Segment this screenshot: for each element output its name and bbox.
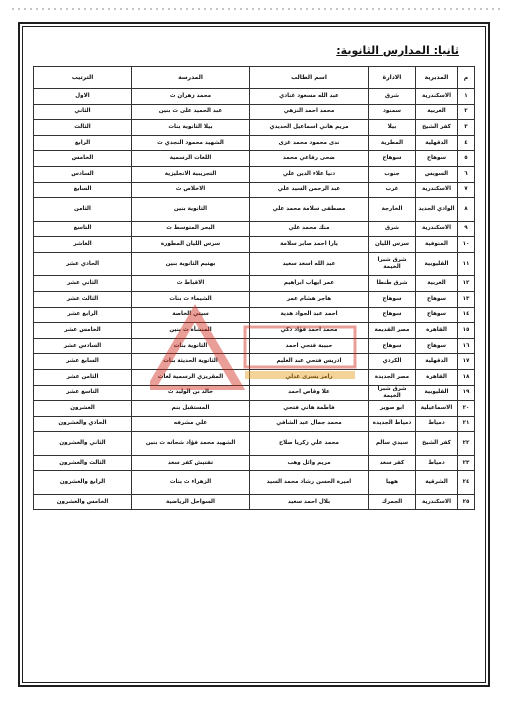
cell-administration: دمياط الجديدة <box>369 416 416 432</box>
cell-school: سرس الليان المطورة <box>132 237 250 253</box>
cell-administration: ههيا <box>369 471 416 495</box>
cell-administration: شرق <box>369 221 416 237</box>
cell-administration: سمنود <box>369 104 416 120</box>
cell-num: ١٢ <box>458 276 475 292</box>
cell-student: محمد علي زكريا صلاح <box>250 432 369 456</box>
header-student: اسم الطالب <box>250 67 369 89</box>
cell-school: الشهيد محمد فؤاد شحاته ث بنين <box>132 432 250 456</box>
cell-directorate: سوهاج <box>416 291 458 307</box>
cell-student: عبد الله مسعود غنادي <box>250 89 369 105</box>
cell-num: ٢٠ <box>458 401 475 417</box>
table-row <box>34 89 475 105</box>
cell-rank: الثاني عشر <box>34 276 132 292</box>
cell-student: فاطمة هاني فتحي <box>250 401 369 417</box>
cell-directorate: دمياط <box>416 416 458 432</box>
header-administration: الادارة <box>369 67 416 89</box>
cell-school: الشهيد محمود النجدي ث <box>132 135 250 151</box>
table-row <box>34 338 475 354</box>
cell-num: ١٥ <box>458 323 475 339</box>
cell-directorate: سوهاج <box>416 151 458 167</box>
cell-school: الثانوية الحديثة بنات <box>132 354 250 370</box>
cell-rank: السابع عشر <box>34 354 132 370</box>
cell-administration: سوهاج <box>369 291 416 307</box>
secondary-schools-table <box>33 66 475 510</box>
cell-school: خالد بن الوليد ث <box>132 385 250 401</box>
table-row <box>34 104 475 120</box>
cell-directorate: الشرقية <box>416 471 458 495</box>
cell-directorate: القليوبية <box>416 385 458 401</box>
table-row <box>34 432 475 456</box>
cell-num: ٣ <box>458 120 475 136</box>
cell-school: تفتيش كفر سعد <box>132 455 250 471</box>
cell-administration: المطرية <box>369 135 416 151</box>
cell-administration: سوهاج <box>369 307 416 323</box>
cell-directorate: الدقهلية <box>416 135 458 151</box>
cell-school: اللغات الرسمية <box>132 151 250 167</box>
table-row <box>34 276 475 292</box>
cell-administration: شرق شبرا الخيمة <box>369 252 416 276</box>
cell-administration: شرق طنطا <box>369 276 416 292</box>
cell-rank: الاول <box>34 89 132 105</box>
cell-student: علا وقاص احمد <box>250 385 369 401</box>
cell-school: المستقبل بنم <box>132 401 250 417</box>
cell-administration: سوهاج <box>369 151 416 167</box>
cell-rank: التاسع عشر <box>34 385 132 401</box>
cell-student: مصطفى سلامة محمد علي <box>250 198 369 222</box>
cell-rank: السادس <box>34 166 132 182</box>
cell-administration: الخارجة <box>369 198 416 222</box>
cell-student: عبد الله اسعد سعيد <box>250 252 369 276</box>
cell-directorate: سوهاج <box>416 338 458 354</box>
table-row <box>34 221 475 237</box>
cell-num: ٢٥ <box>458 494 475 510</box>
cell-directorate: السويس <box>416 166 458 182</box>
cell-rank: الخامس <box>34 151 132 167</box>
table-row <box>34 166 475 182</box>
cell-rank: الثاني والعشرون <box>34 432 132 456</box>
cell-directorate: الغربية <box>416 104 458 120</box>
cell-directorate: القاهرة <box>416 323 458 339</box>
cell-rank: الثالث <box>34 120 132 136</box>
table-row <box>34 252 475 276</box>
cell-administration: الكردي <box>369 354 416 370</box>
cell-num: ٢٤ <box>458 471 475 495</box>
cell-student: منك محمد علي <box>250 221 369 237</box>
table-header-row <box>34 67 475 89</box>
cell-administration: مصر الجديدة <box>369 369 416 385</box>
cell-num: ١٣ <box>458 291 475 307</box>
cell-directorate: الاسماعيلية <box>416 401 458 417</box>
cell-student: احمد عبد الجواد هدية <box>250 307 369 323</box>
cell-student: ضحى رفاعي محمد <box>250 151 369 167</box>
cell-administration: غرب <box>369 182 416 198</box>
cell-num: ٢٣ <box>458 455 475 471</box>
cell-num: ٦ <box>458 166 475 182</box>
cell-directorate: المنوفية <box>416 237 458 253</box>
cell-school: الشيماء ث بنات <box>132 291 250 307</box>
cell-directorate: الاسكندرية <box>416 221 458 237</box>
cell-directorate: الدقهلية <box>416 354 458 370</box>
cell-num: ١٦ <box>458 338 475 354</box>
cell-student: عمر ايهاب ابراهيم <box>250 276 369 292</box>
cell-directorate: كفر الشيخ <box>416 432 458 456</box>
cell-rank: الثاني <box>34 104 132 120</box>
cell-administration: ابو صوير <box>369 401 416 417</box>
cell-num: ١٩ <box>458 385 475 401</box>
cell-num: ١٧ <box>458 354 475 370</box>
table-row <box>34 354 475 370</box>
cell-student: هاجر هشام عمر <box>250 291 369 307</box>
cell-directorate: الاسكندرية <box>416 182 458 198</box>
cell-school: الزهراء ث بنات <box>132 471 250 495</box>
table-row <box>34 494 475 510</box>
cell-student: دنيا علاء الدين علي <box>250 166 369 182</box>
cell-rank: الثامن عشر <box>34 369 132 385</box>
cell-administration: جنوب <box>369 166 416 182</box>
header-school: المدرسة <box>132 67 250 89</box>
cell-school: الثانوية بنين <box>132 198 250 222</box>
table-row <box>34 471 475 495</box>
cell-num: ٤ <box>458 135 475 151</box>
cell-num: ٧ <box>458 182 475 198</box>
cell-student: محمد احمد فؤاد ذكي <box>250 323 369 339</box>
cell-school: السواحل الرياضية <box>132 494 250 510</box>
table-row <box>34 198 475 222</box>
cell-student: عبد الرحمن السيد علي <box>250 182 369 198</box>
cell-rank: السابع <box>34 182 132 198</box>
cell-school: المقريزي الرسمية لغات <box>132 369 250 385</box>
table-row <box>34 401 475 417</box>
cell-student: رامز يسرى عدلي <box>250 369 369 385</box>
cell-rank: الثامن <box>34 198 132 222</box>
cell-directorate: القليوبية <box>416 252 458 276</box>
cell-directorate: كفر الشيخ <box>416 120 458 136</box>
cell-directorate: الاسكندرية <box>416 89 458 105</box>
cell-rank: العشرون <box>34 401 132 417</box>
cell-num: ٢٢ <box>458 432 475 456</box>
cell-student: مريم هاني اسماعيل الحديدي <box>250 120 369 136</box>
cell-student: ندى محمود محمد غزى <box>250 135 369 151</box>
cell-rank: الخامس عشر <box>34 323 132 339</box>
table-row <box>34 369 475 385</box>
cell-student: يارا احمد صابر سلامة <box>250 237 369 253</box>
cell-rank: الخامس والعشرون <box>34 494 132 510</box>
table-body <box>34 89 475 510</box>
cell-student: ادريس فتحي عبد العليم <box>250 354 369 370</box>
cell-administration: سوهاج <box>369 338 416 354</box>
header-num: م <box>458 67 475 89</box>
cell-administration: كفر سعد <box>369 455 416 471</box>
cell-student: بلال احمد سعيد <box>250 494 369 510</box>
cell-school: البحر المتوسط ث <box>132 221 250 237</box>
cell-administration: مصر القديمة <box>369 323 416 339</box>
cell-student: محمد جمال عبد الشافي <box>250 416 369 432</box>
cell-student: حبيبة فتحي احمد <box>250 338 369 354</box>
cell-school: عبد الحميد على ث بنين <box>132 104 250 120</box>
table-row <box>34 455 475 471</box>
cell-administration: شرق <box>369 89 416 105</box>
table-row <box>34 323 475 339</box>
table-row <box>34 237 475 253</box>
table-row <box>34 385 475 401</box>
cell-rank: التاسع <box>34 221 132 237</box>
cell-num: ٨ <box>458 198 475 222</box>
cell-school: بيلا الثانوية بنات <box>132 120 250 136</box>
table-row <box>34 135 475 151</box>
cell-directorate: الغربية <box>416 276 458 292</box>
table-row <box>34 416 475 432</box>
table-row <box>34 182 475 198</box>
cell-num: ١ <box>458 89 475 105</box>
cell-administration: الجمرك <box>369 494 416 510</box>
cell-school: المنشأة ث بنين <box>132 323 250 339</box>
cell-rank: الثالث والعشرون <box>34 455 132 471</box>
cell-num: ٢ <box>458 104 475 120</box>
cell-student: اميرة الحسن رشاد محمد السيد <box>250 471 369 495</box>
cell-rank: الرابع والعشرون <box>34 471 132 495</box>
cell-school: الاخلاص ث <box>132 182 250 198</box>
cell-num: ٩ <box>458 221 475 237</box>
cell-student: مريم وائل وهب <box>250 455 369 471</box>
header-directorate: المديرية <box>416 67 458 89</box>
cell-school: الثانوية بنات <box>132 338 250 354</box>
cell-rank: العاشر <box>34 237 132 253</box>
cell-directorate: القاهرة <box>416 369 458 385</box>
cell-school: التجريبية الانجليزية <box>132 166 250 182</box>
section-title: ثانيا: المدارس الثانوية: <box>336 44 459 57</box>
cell-rank: الثالث عشر <box>34 291 132 307</box>
cell-school: بهتيم الثانوية بنين <box>132 252 250 276</box>
table-row <box>34 151 475 167</box>
cell-rank: الرابع <box>34 135 132 151</box>
cell-directorate: الاسكندرية <box>416 494 458 510</box>
cell-rank: السادس عشر <box>34 338 132 354</box>
cell-administration: بيلا <box>369 120 416 136</box>
cell-school: الاقباط ث <box>132 276 250 292</box>
cell-rank: الرابع عشر <box>34 307 132 323</box>
cell-directorate: دمياط <box>416 455 458 471</box>
cell-directorate: الوادي الجديد <box>416 198 458 222</box>
cell-num: ١٤ <box>458 307 475 323</box>
table-row <box>34 120 475 136</box>
cell-num: ١٠ <box>458 237 475 253</box>
cell-school: علي مشرفه <box>132 416 250 432</box>
cell-administration: سيدي سالم <box>369 432 416 456</box>
cell-num: ٥ <box>458 151 475 167</box>
top-dotted-border <box>10 6 503 12</box>
cell-student: محمد احمد النزهي <box>250 104 369 120</box>
cell-directorate: سوهاج <box>416 307 458 323</box>
cell-administration: شرق شبرا الخيمة <box>369 385 416 401</box>
cell-rank: الحادي عشر <box>34 252 132 276</box>
table-row <box>34 307 475 323</box>
header-rank: الترتيب <box>34 67 132 89</box>
cell-school: سيتي الخاصة <box>132 307 250 323</box>
cell-rank: الحادي والعشرون <box>34 416 132 432</box>
cell-administration: سرس الليان <box>369 237 416 253</box>
cell-num: ١٨ <box>458 369 475 385</box>
table-row <box>34 291 475 307</box>
cell-num: ١١ <box>458 252 475 276</box>
cell-num: ٢١ <box>458 416 475 432</box>
cell-school: محمد زهران ث <box>132 89 250 105</box>
